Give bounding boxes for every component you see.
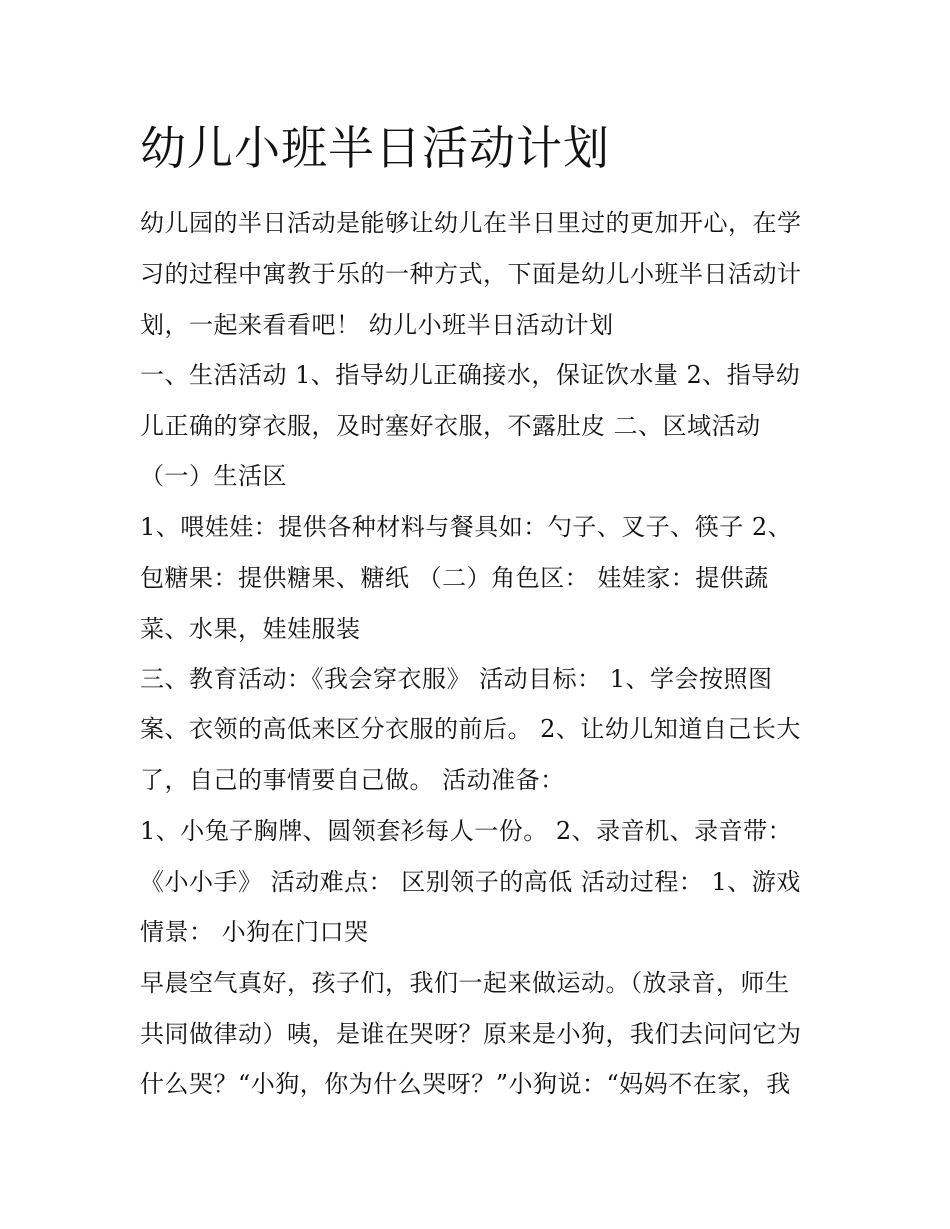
body-line: 幼儿园的半日活动是能够让幼儿在半日里过的更加开心，在学 <box>140 209 802 237</box>
body-line: 了，自己的事情要自己做。 活动准备： <box>140 766 565 794</box>
body-line: 什么哭？“小狗，你为什么哭呀？”小狗说：“妈妈不在家，我 <box>140 1070 791 1098</box>
body-line: 情景： 小狗在门口哭 <box>140 918 369 946</box>
body-line: 案、衣领的高低来区分衣服的前后。 2、让幼儿知道自己长大 <box>140 715 801 743</box>
body-line: 划，一起来看看吧！ 幼儿小班半日活动计划 <box>140 311 614 339</box>
body-line: 《小小手》 活动难点： 区别领子的高低 活动过程： 1、游戏 <box>140 868 801 896</box>
body-line: 菜、水果，娃娃服装 <box>140 615 361 643</box>
body-line: 1、喂娃娃：提供各种材料与餐具如：勺子、叉子、筷子 2、 <box>140 513 793 541</box>
body-line: 习的过程中寓教于乐的一种方式，下面是幼儿小班半日活动计 <box>140 260 802 288</box>
body-line: 儿正确的穿衣服，及时塞好衣服，不露肚皮 二、区域活动 <box>140 412 761 440</box>
body-line: （一）生活区 <box>140 462 287 490</box>
body-line: 1、小兔子胸牌、圆领套衫每人一份。 2、录音机、录音带： <box>140 817 793 845</box>
body-line: 共同做律动）咦，是谁在哭呀？原来是小狗，我们去问问它为 <box>140 1020 802 1048</box>
body-line: 早晨空气真好，孩子们，我们一起来做运动。（放录音，师生 <box>140 969 790 997</box>
body-line: 一、生活活动 1、指导幼儿正确接水，保证饮水量 2、指导幼 <box>140 361 801 389</box>
body-line: 包糖果：提供糖果、糖纸 （二）角色区： 娃娃家：提供蔬 <box>140 564 769 592</box>
document-title: 幼儿小班半日活动计划 <box>140 121 610 175</box>
body-line: 三、教育活动：《我会穿衣服》 活动目标： 1、学会按照图 <box>140 665 773 693</box>
